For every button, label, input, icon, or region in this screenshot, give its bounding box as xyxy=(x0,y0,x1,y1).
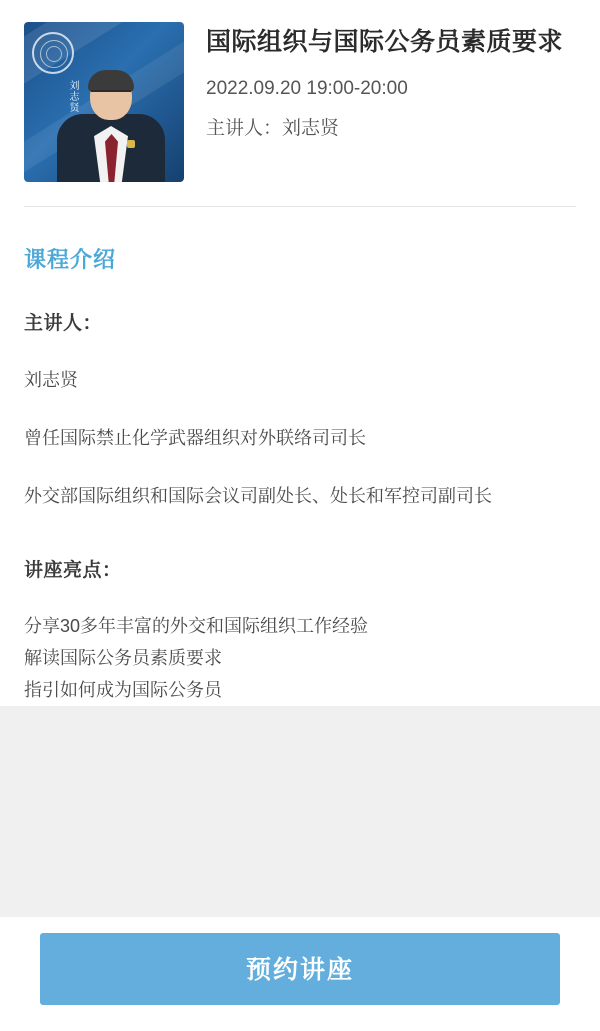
highlight-item: 指引如何成为国际公务员 xyxy=(24,680,222,700)
un-emblem-icon xyxy=(32,32,74,74)
portrait-glasses xyxy=(91,90,131,102)
speaker-label: 主讲人： xyxy=(24,313,103,334)
course-thumbnail[interactable] xyxy=(24,22,184,182)
highlights-label: 讲座亮点： xyxy=(24,560,122,581)
speaker-portrait xyxy=(52,70,170,182)
portrait-hair xyxy=(88,70,134,92)
portrait-lapel-pin xyxy=(127,140,135,148)
content-spacer xyxy=(0,706,600,917)
thumbnail-caption: 刘志贤 xyxy=(67,80,78,113)
highlight-item: 分享30多年丰富的外交和国际组织工作经验 xyxy=(24,616,369,636)
section-title-intro: 课程介绍 xyxy=(24,247,117,272)
course-meta xyxy=(184,22,576,182)
speaker-bio-line-2: 外交部国际组织和国际会议司副处长、处长和军控司副司长 xyxy=(24,486,492,506)
course-intro-section xyxy=(0,207,600,706)
course-header xyxy=(0,0,600,202)
page-title: 国际组织与国际公务员素质要求 xyxy=(206,28,564,56)
book-lecture-button[interactable]: 预约讲座 xyxy=(40,933,560,1005)
speaker-name: 刘志贤 xyxy=(24,370,78,390)
highlight-item: 解读国际公务员素质要求 xyxy=(24,648,222,668)
footer-action-bar xyxy=(0,917,600,1031)
course-speaker: 主讲人：刘志贤 xyxy=(206,118,340,139)
speaker-bio-line-1: 曾任国际禁止化学武器组织对外联络司司长 xyxy=(24,428,366,448)
course-time: 2022.09.20 19:00-20:00 xyxy=(206,78,408,99)
